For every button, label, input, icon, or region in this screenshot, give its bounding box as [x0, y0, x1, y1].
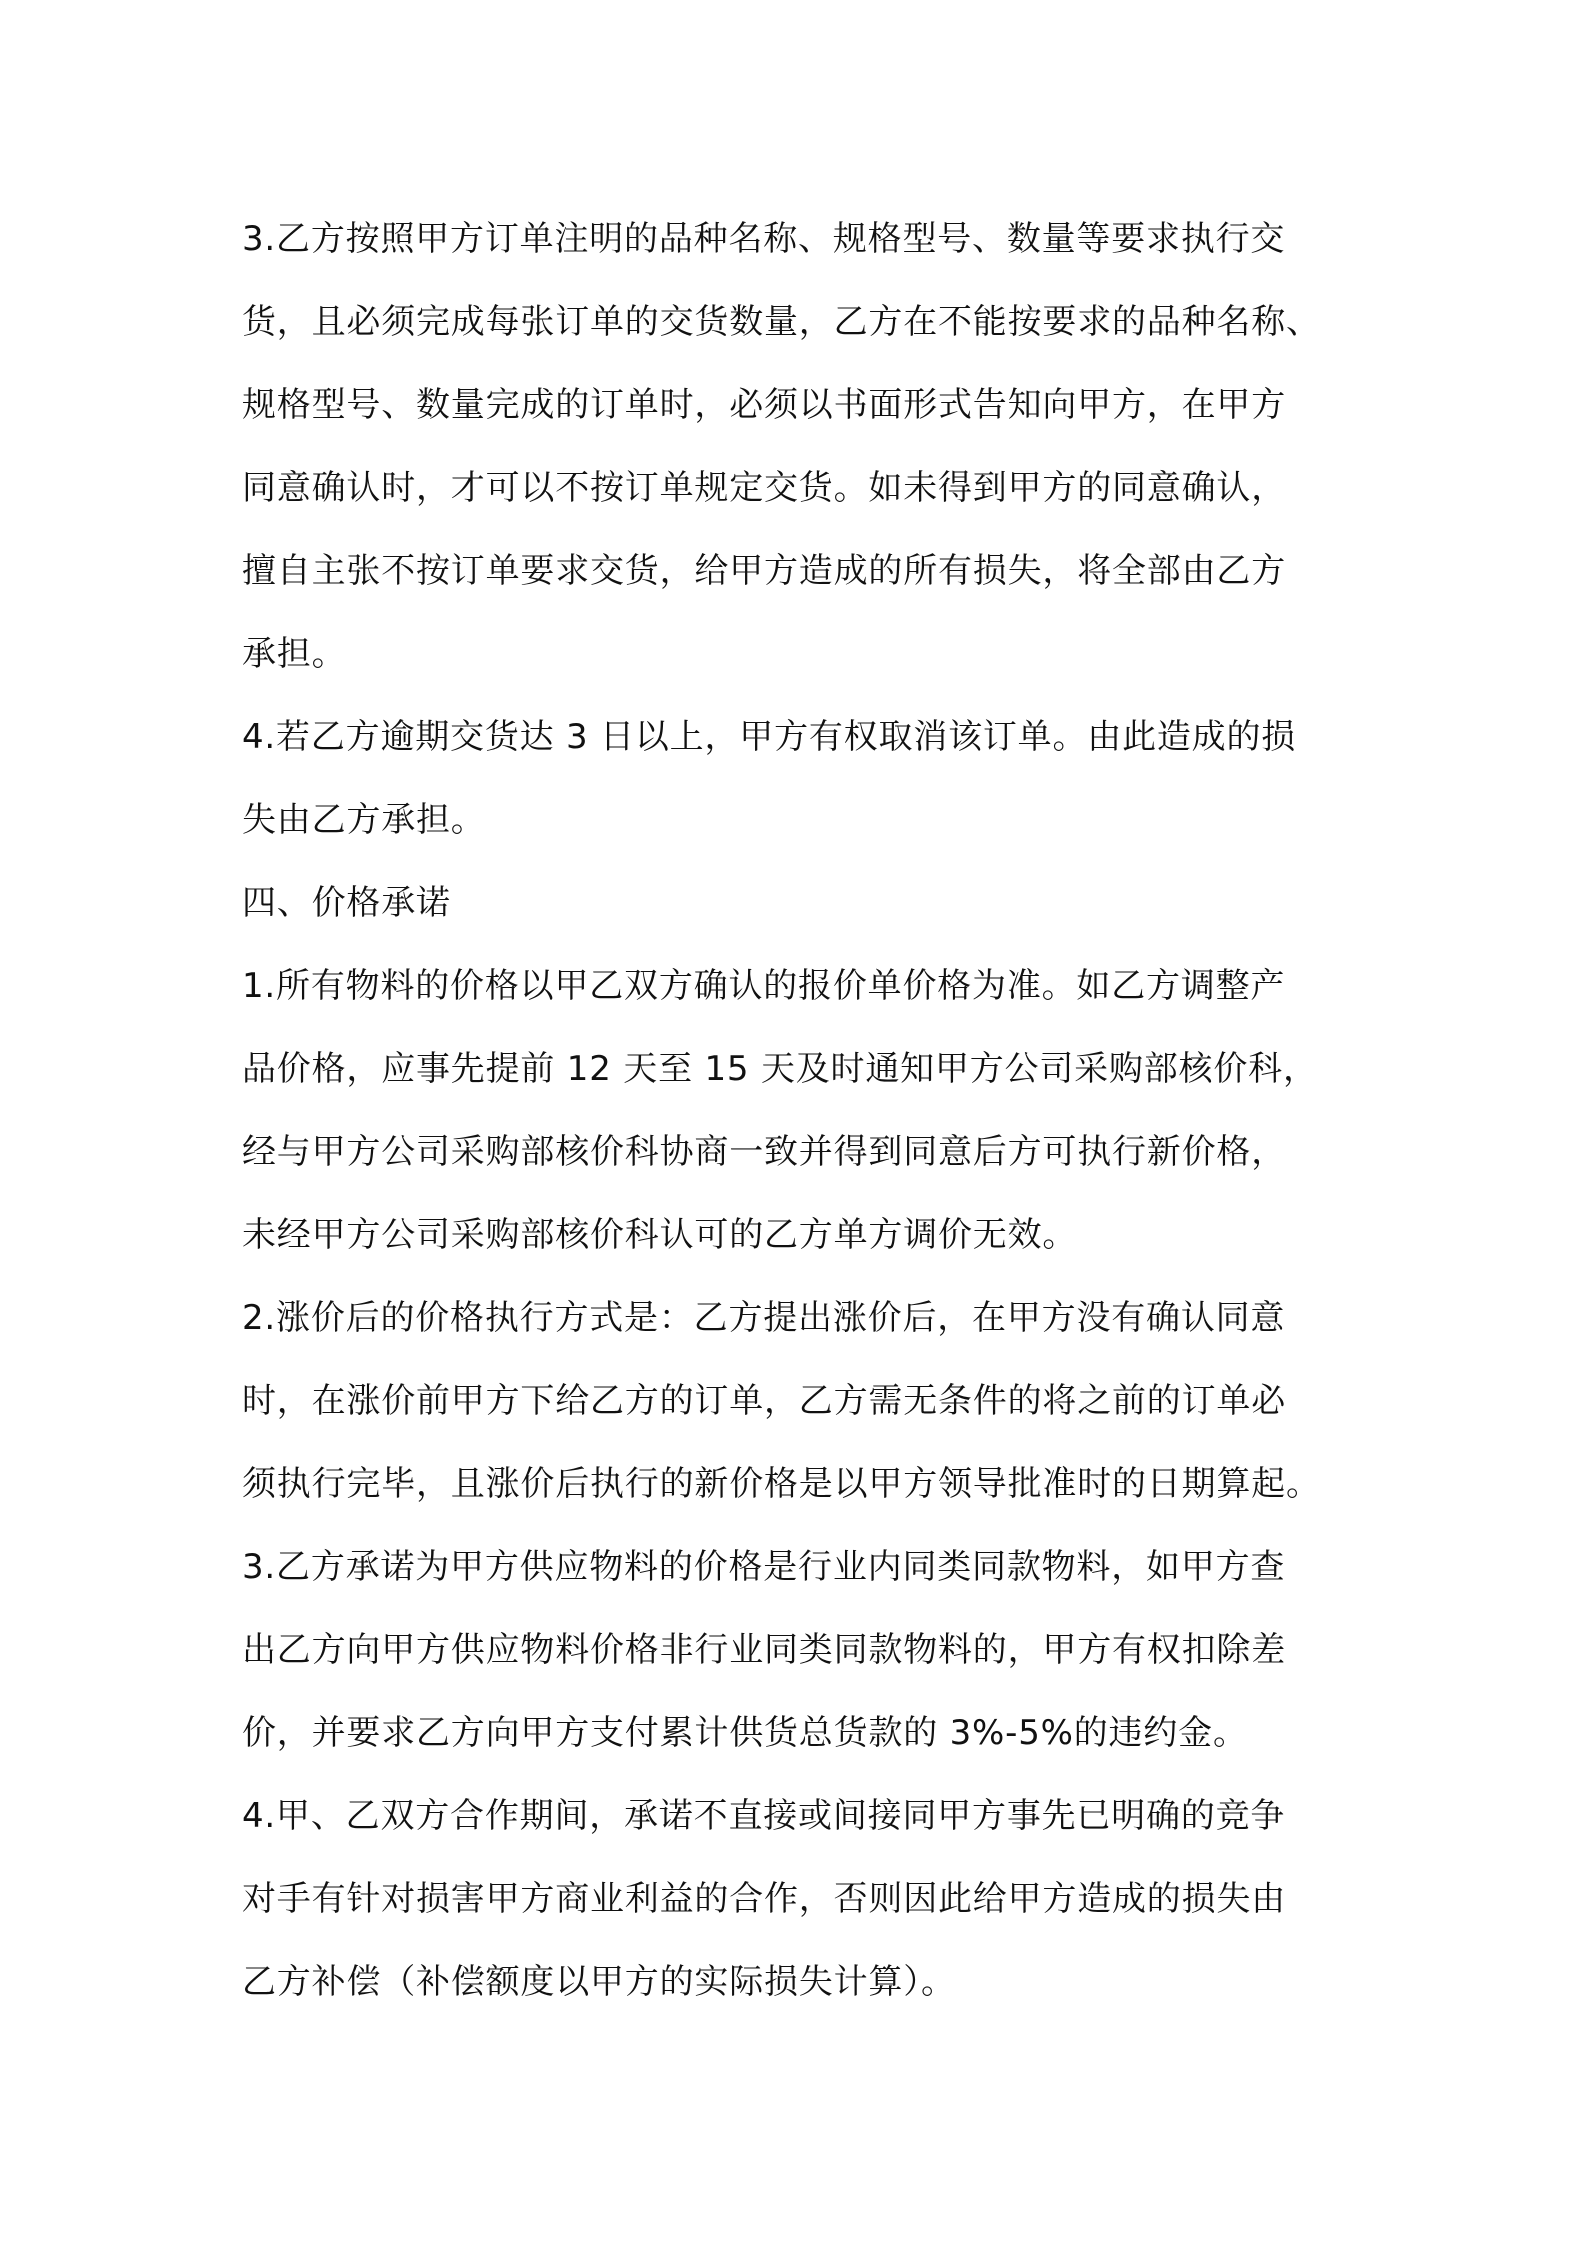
text-line: 货，且必须完成每张订单的交货数量，乙方在不能按要求的品种名称、: [242, 302, 1321, 342]
section-heading: 四、价格承诺: [242, 883, 451, 923]
text-line: 擅自主张不按订单要求交货，给甲方造成的所有损失，将全部由乙方: [242, 551, 1286, 591]
text-line: 4.甲、乙双方合作期间，承诺不直接或间接同甲方事先已明确的竞争: [242, 1796, 1286, 1836]
text-line: 对手有针对损害甲方商业利益的合作，否则因此给甲方造成的损失由: [242, 1879, 1286, 1919]
text-line: 出乙方向甲方供应物料价格非行业同类同款物料的，甲方有权扣除差: [242, 1630, 1286, 1670]
text-line: 同意确认时，才可以不按订单规定交货。如未得到甲方的同意确认，: [242, 468, 1286, 508]
text-line: 须执行完毕，且涨价后执行的新价格是以甲方领导批准时的日期算起。: [242, 1464, 1321, 1504]
document-body: [242, 198, 1362, 2024]
text-line: 承担。: [242, 634, 347, 674]
text-line: 经与甲方公司采购部核价科协商一致并得到同意后方可执行新价格，: [242, 1132, 1286, 1172]
text-line: 2.涨价后的价格执行方式是：乙方提出涨价后，在甲方没有确认同意: [242, 1298, 1286, 1338]
text-line: 4.若乙方逾期交货达 3 日以上，甲方有权取消该订单。由此造成的损: [242, 717, 1297, 757]
text-line: 1.所有物料的价格以甲乙双方确认的报价单价格为准。如乙方调整产: [242, 966, 1286, 1006]
text-line: 规格型号、数量完成的订单时，必须以书面形式告知向甲方，在甲方: [242, 385, 1286, 425]
text-line: 乙方补偿（补偿额度以甲方的实际损失计算）。: [242, 1962, 956, 2002]
text-line: 品价格，应事先提前 12 天至 15 天及时通知甲方公司采购部核价科，: [242, 1049, 1318, 1089]
text-line: 时，在涨价前甲方下给乙方的订单，乙方需无条件的将之前的订单必: [242, 1381, 1286, 1421]
text-line: 3.乙方承诺为甲方供应物料的价格是行业内同类同款物料，如甲方查: [242, 1547, 1286, 1587]
text-line: 3.乙方按照甲方订单注明的品种名称、规格型号、数量等要求执行交: [242, 219, 1286, 259]
text-line: 未经甲方公司采购部核价科认可的乙方单方调价无效。: [242, 1215, 1078, 1255]
text-line: 价，并要求乙方向甲方支付累计供货总货款的 3%-5%的违约金。: [242, 1713, 1248, 1753]
text-line: 失由乙方承担。: [242, 800, 486, 840]
